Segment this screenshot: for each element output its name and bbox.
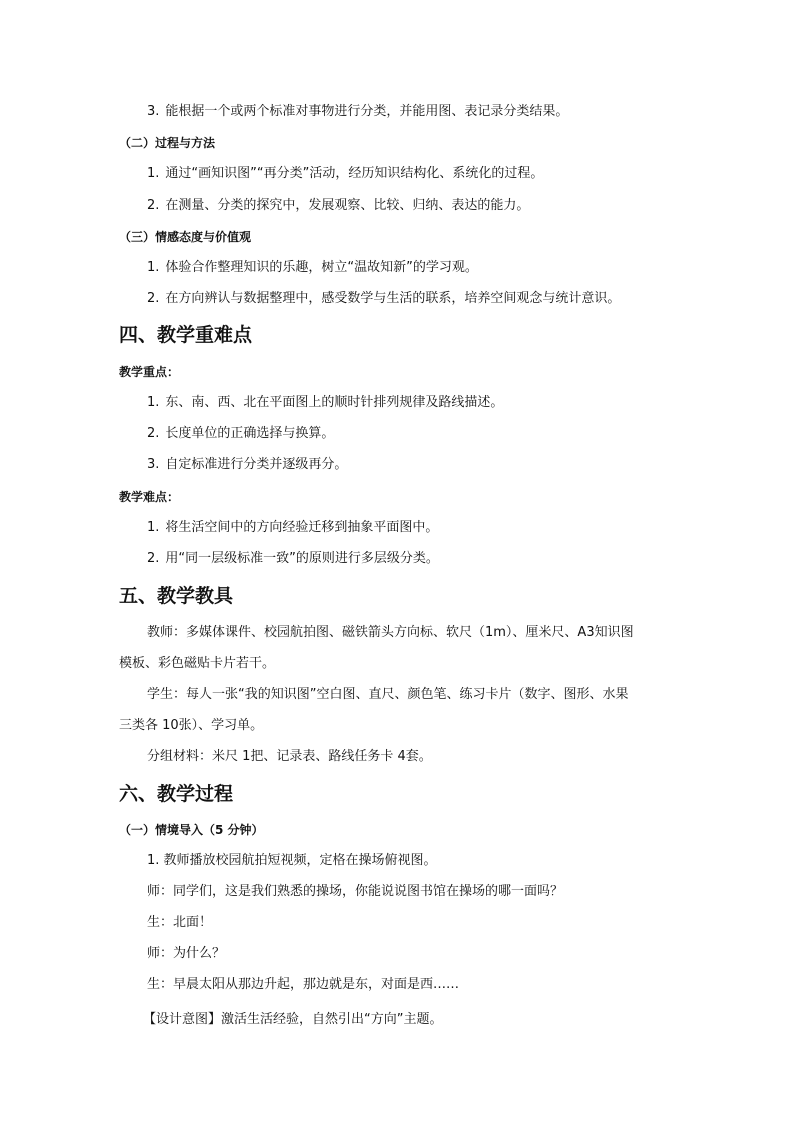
list-item: 1. 东、南、西、北在平面图上的顺时针排列规律及路线描述。 bbox=[147, 395, 504, 410]
paragraph-teacher-cont: 模板、彩色磁贴卡片若干。 bbox=[119, 656, 276, 671]
dialogue-line: 师：为什么？ bbox=[147, 946, 226, 961]
list-item: 2. 用“同一层级标准一致”的原则进行多层级分类。 bbox=[147, 551, 439, 566]
subsection-heading: （三）情感态度与价值观 bbox=[119, 230, 252, 244]
paragraph-student-cont: 三类各 10张）、学习单。 bbox=[119, 718, 264, 733]
list-item: 2. 在方向辨认与数据整理中，感受数学与生活的联系，培养空间观念与统计意识。 bbox=[147, 291, 621, 306]
list-item: 3. 自定标准进行分类并逐级再分。 bbox=[147, 457, 348, 472]
paragraph-student: 学生：每人一张“我的知识图”空白图、直尺、颜色笔、练习卡片（数字、图形、水果 bbox=[147, 687, 629, 702]
section-heading: 六、教学过程 bbox=[119, 783, 234, 805]
section-heading: 五、教学教具 bbox=[119, 585, 234, 607]
paragraph-group: 分组材料：米尺 1把、记录表、路线任务卡 4套。 bbox=[147, 749, 432, 764]
label-focus: 教学重点： bbox=[119, 365, 180, 379]
list-item: 1. 体验合作整理知识的乐趣，树立“温故知新”的学习观。 bbox=[147, 260, 478, 275]
subsection-heading: （一）情境导入（5 分钟） bbox=[119, 823, 264, 837]
dialogue-line: 生：早晨太阳从那边升起，那边就是东，对面是西…… bbox=[147, 977, 460, 992]
list-item: 1. 通过“画知识图”“再分类”活动，经历知识结构化、系统化的过程。 bbox=[147, 166, 544, 181]
list-item: 2. 长度单位的正确选择与换算。 bbox=[147, 426, 335, 441]
subsection-heading: （二）过程与方法 bbox=[119, 136, 216, 150]
list-item: 3. 能根据一个或两个标准对事物进行分类，并能用图、表记录分类结果。 bbox=[147, 104, 569, 119]
design-intent: 【设计意图】激活生活经验，自然引出“方向”主题。 bbox=[143, 1012, 443, 1027]
dialogue-line: 1. 教师播放校园航拍短视频，定格在操场俯视图。 bbox=[147, 853, 437, 868]
label-difficulty: 教学难点： bbox=[119, 490, 180, 504]
section-heading: 四、教学重难点 bbox=[119, 324, 253, 346]
dialogue-line: 生：北面！ bbox=[147, 915, 213, 930]
list-item: 2. 在测量、分类的探究中，发展观察、比较、归纳、表达的能力。 bbox=[147, 198, 530, 213]
dialogue-line: 师：同学们，这是我们熟悉的操场，你能说说图书馆在操场的哪一面吗？ bbox=[147, 884, 564, 899]
paragraph-teacher: 教师：多媒体课件、校园航拍图、磁铁箭头方向标、软尺（1m）、厘米尺、A3知识图 bbox=[147, 625, 634, 640]
list-item: 1. 将生活空间中的方向经验迁移到抽象平面图中。 bbox=[147, 520, 439, 535]
